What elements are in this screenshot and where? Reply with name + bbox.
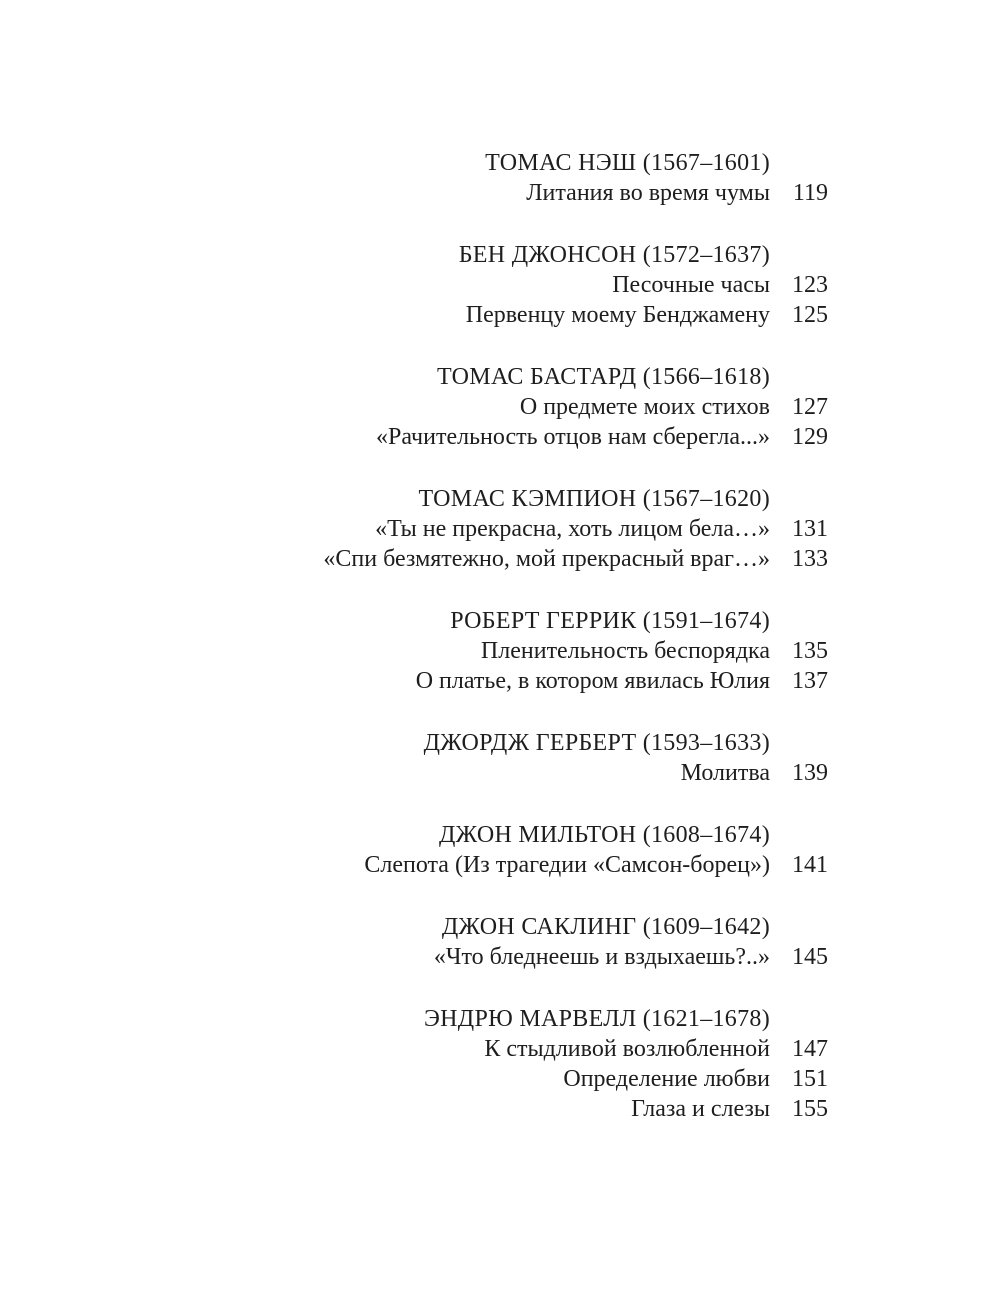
toc-entry-title: Первенцу моему Бенджамену	[465, 302, 770, 328]
toc-author-name: ТОМАС КЭМПИОН (1567–1620)	[418, 486, 770, 512]
toc-author-row	[128, 820, 828, 850]
toc-entry-row	[128, 514, 828, 544]
toc-author-row	[128, 728, 828, 758]
toc-entry-page-number: 151	[792, 1066, 828, 1092]
toc-author-name: ДЖОРДЖ ГЕРБЕРТ (1593–1633)	[423, 730, 770, 756]
toc-entry-row	[128, 422, 828, 452]
toc-entry-title: «Рачительность отцов нам сберегла...»	[376, 424, 770, 450]
toc-entry-row	[128, 392, 828, 422]
toc-entry-title: «Спи безмятежно, мой прекрасный враг…»	[323, 546, 770, 572]
toc	[128, 148, 828, 1124]
toc-section	[128, 728, 828, 788]
toc-entry-title: Глаза и слезы	[631, 1096, 770, 1122]
toc-entry-title: Литания во время чумы	[526, 180, 770, 206]
toc-section	[128, 484, 828, 574]
toc-author-name: ТОМАС БАСТАРД (1566–1618)	[437, 364, 770, 390]
toc-entry-row	[128, 544, 828, 574]
toc-entry-page-number: 141	[792, 852, 828, 878]
toc-entry-row	[128, 758, 828, 788]
toc-author-name: БЕН ДЖОНСОН (1572–1637)	[458, 242, 770, 268]
toc-entry-title: О предмете моих стихов	[519, 394, 770, 420]
toc-section	[128, 820, 828, 880]
toc-author-row	[128, 148, 828, 178]
toc-author-row	[128, 362, 828, 392]
toc-section	[128, 362, 828, 452]
toc-entry-page-number: 127	[792, 394, 828, 420]
toc-entry-row	[128, 850, 828, 880]
toc-section	[128, 148, 828, 208]
toc-entry-page-number: 147	[792, 1036, 828, 1062]
toc-entry-row	[128, 666, 828, 696]
toc-entry-title: О платье, в котором явилась Юлия	[415, 668, 770, 694]
toc-entry-title: «Ты не прекрасна, хоть лицом бела…»	[375, 516, 770, 542]
toc-section	[128, 1004, 828, 1124]
toc-author-name: ДЖОН МИЛЬТОН (1608–1674)	[438, 822, 770, 848]
toc-section	[128, 912, 828, 972]
toc-entry-row	[128, 942, 828, 972]
toc-entry-row	[128, 270, 828, 300]
toc-section	[128, 606, 828, 696]
toc-entry-page-number: 155	[792, 1096, 828, 1122]
toc-entry-title: Слепота (Из трагедии «Самсон-борец»)	[364, 852, 770, 878]
toc-author-name: РОБЕРТ ГЕРРИК (1591–1674)	[450, 608, 770, 634]
toc-author-row	[128, 912, 828, 942]
toc-entry-row	[128, 1064, 828, 1094]
toc-entry-page-number: 133	[792, 546, 828, 572]
toc-author-row	[128, 606, 828, 636]
toc-author-row	[128, 484, 828, 514]
toc-entry-row	[128, 1034, 828, 1064]
toc-entry-title: «Что бледнеешь и вздыхаешь?..»	[433, 944, 770, 970]
toc-entry-row	[128, 300, 828, 330]
toc-author-name: ТОМАС НЭШ (1567–1601)	[485, 150, 770, 176]
toc-entry-title: Песочные часы	[612, 272, 770, 298]
toc-entry-row	[128, 178, 828, 208]
toc-author-row	[128, 1004, 828, 1034]
toc-entry-page-number: 129	[792, 424, 828, 450]
toc-author-row	[128, 240, 828, 270]
toc-entry-title: Молитва	[680, 760, 770, 786]
toc-entry-page-number: 137	[792, 668, 828, 694]
toc-entry-page-number: 145	[792, 944, 828, 970]
toc-entry-title: К стыдливой возлюбленной	[484, 1036, 770, 1062]
toc-entry-title: Пленительность беспорядка	[480, 638, 770, 664]
toc-entry-page-number: 139	[792, 760, 828, 786]
toc-author-name: ЭНДРЮ МАРВЕЛЛ (1621–1678)	[424, 1006, 770, 1032]
toc-entry-title: Определение любви	[563, 1066, 770, 1092]
toc-entry-page-number: 119	[792, 180, 828, 206]
toc-entry-page-number: 125	[792, 302, 828, 328]
toc-entry-page-number: 131	[792, 516, 828, 542]
toc-author-name: ДЖОН САКЛИНГ (1609–1642)	[441, 914, 770, 940]
toc-entry-page-number: 123	[792, 272, 828, 298]
toc-entry-page-number: 135	[792, 638, 828, 664]
toc-section	[128, 240, 828, 330]
toc-entry-row	[128, 636, 828, 666]
toc-entry-row	[128, 1094, 828, 1124]
